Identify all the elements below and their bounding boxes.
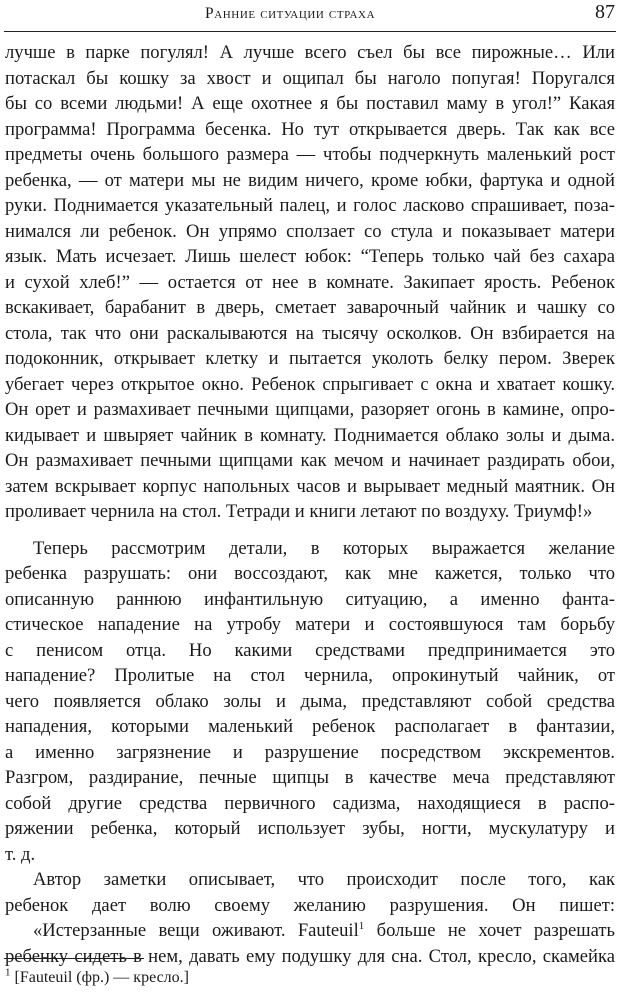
text-line: [5, 918, 615, 944]
text-line: предметы очень большого размера — чтобы подчеркнуть маленький рост: [5, 144, 615, 165]
text-line: ребенку сидеть в нем, давать ему подушку для сна. Стол, кресло, скамейка: [5, 945, 615, 967]
body-text: [5, 40, 615, 969]
text-line: руки. Поднимается указательный палец, и голос ласково спрашивает, поза-: [5, 195, 615, 216]
footnote-number: 1: [5, 966, 11, 979]
text-line: ряжении ребенка, который использует зубы, ногти, мускулатуру и: [5, 818, 615, 839]
text-line: потаскал бы кошку за хвост и ощипал бы наголо попугая! Поругался: [5, 67, 615, 89]
text-line: проливает чернила на стол. Тетради и книги летают по воздуху. Триумф!»: [5, 501, 593, 522]
text-line: затем вскрывает корпус напольных часов и вырывает медный маятник. Он: [5, 475, 615, 497]
footnote-text: [Fauteuil (фр.) — кресло.]: [10, 969, 189, 986]
footnote-marker: 1: [358, 919, 365, 932]
text-line: вскакивает, барабанит в дверь, сметает заварочный чайник и чашку со: [5, 297, 615, 318]
header-rule: [4, 31, 616, 32]
text-line: нападение? Пролитые на стол чернила, опрокинутый чайник, от: [5, 665, 615, 686]
text-line: чего появляется облако золы и дыма, представляют собой средства: [5, 690, 615, 712]
text-line: Автор заметки описывает, что происходит после того, как: [33, 869, 615, 890]
text-line: Он размахивает печными щипцами как мечом и начинает раздирать обои,: [5, 450, 615, 471]
text-line: ребенка разрушать: они воссоздают, как мне кажется, только что: [5, 563, 615, 584]
text-line: с пенисом отца. Но какими средствами предпринимается это: [5, 639, 615, 661]
text-line: кидывает и швыряет чайник в комнату. Поднимается облако золы и дыма.: [5, 424, 615, 446]
text-line: убегает через открытое окно. Ребенок спрыгивает с окна и хватает кошку.: [5, 373, 615, 395]
text-line: подоконник, открывает клетку и пытается уколоть белку пером. Зверек: [5, 348, 615, 369]
footnote-rule: [4, 958, 144, 959]
text-fragment: больше не хочет разрешать: [364, 920, 615, 941]
text-line: а именно загрязнение и разрушение посредством экскрементов.: [5, 741, 615, 763]
text-line: и сухой хлеб!” — остается от нее в комнате. Закипает ярость. Ребенок: [5, 271, 615, 293]
running-header: [0, 0, 620, 40]
text-line: программа! Программа бесенка. Но тут открывается дверь. Так как все: [5, 118, 615, 140]
text-line: собой другие средства первичного садизма, находящиеся в распо-: [5, 792, 615, 814]
text-line: стическое нападение на утробу матери и состоявшуюся там борьбу: [5, 614, 615, 635]
paragraphs: [5, 40, 615, 918]
text-line: Он орет и размахивает печными щипцами, разоряет огонь в камине, опро-: [5, 399, 615, 420]
text-line: описанную раннюю инфантильную ситуацию, а именно фанта-: [5, 588, 615, 610]
text-fragment: «Истерзанные вещи оживают. Fauteuil: [33, 920, 359, 941]
text-line: язык. Мать исчезает. Лишь шелест юбок: “Теперь только чай без сахара: [5, 246, 615, 267]
running-title: Ранние ситуации страха: [205, 5, 376, 22]
text-line: нимался ли ребенок. Он упрямо сползает со стула и показывает матери: [5, 220, 615, 242]
page-number: 87: [595, 1, 615, 23]
text-line: т. д.: [5, 843, 36, 865]
text-line: Теперь рассмотрим детали, в которых выражается желание: [33, 537, 615, 559]
text-line: Разгром, раздирание, печные щипцы в качестве меча представляют: [5, 767, 615, 788]
footnote: [5, 966, 189, 987]
text-line: ребенок дает волю своему желанию разрушения. Он пишет:: [5, 894, 615, 916]
text-line: стола, так что они раскалываются на тысячу осколков. Он взбирается на: [5, 322, 615, 344]
text-line: бы со всеми людьми! А еще охотнее я бы поставил маму в угол!” Какая: [5, 93, 615, 114]
text-line: ребенка, — от матери мы не видим ничего, кроме юбки, фартука и одной: [5, 169, 615, 191]
text-line: нападения, которыми маленький ребенок располагает в фантазии,: [5, 716, 615, 737]
text-line: лучше в парке погулял! А лучше всего съел бы все пирожные… Или: [5, 42, 615, 63]
